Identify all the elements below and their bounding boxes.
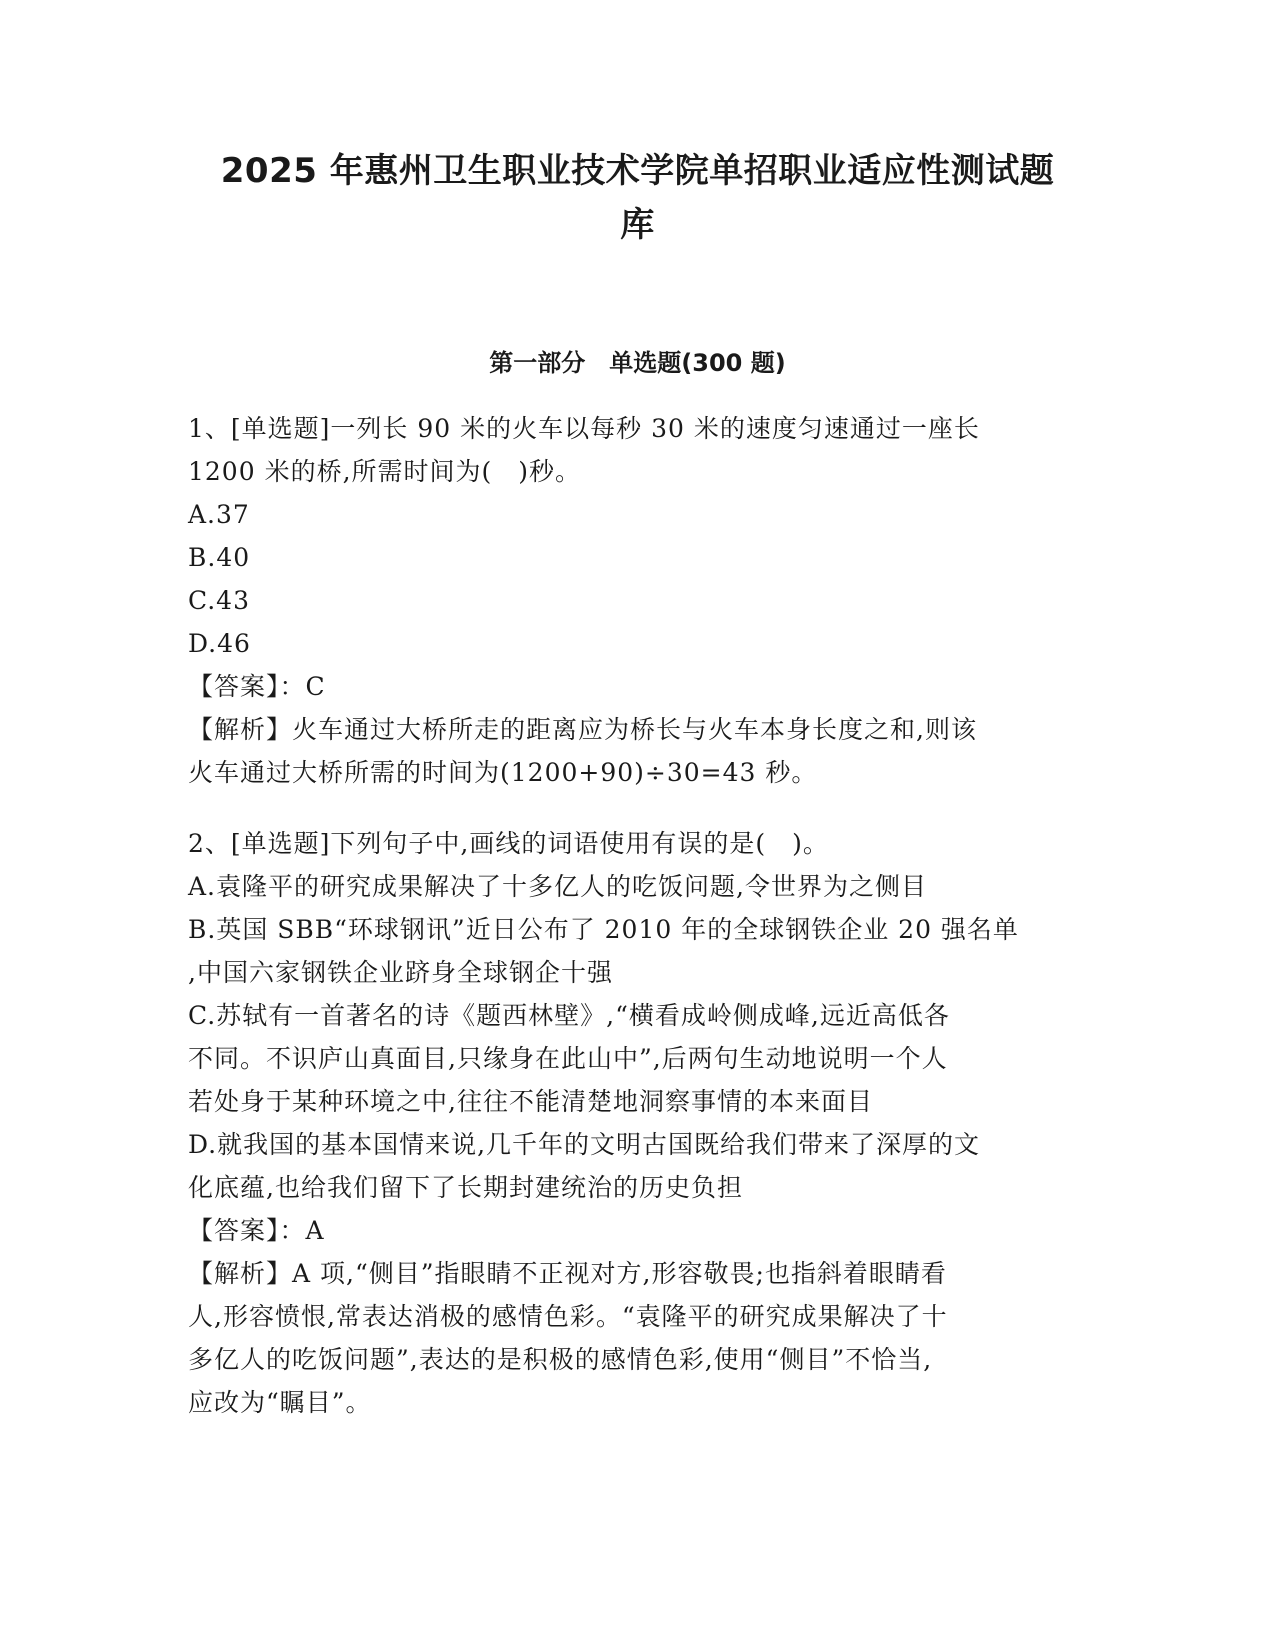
- analysis-text: 人,形容愤恨,常表达消极的感情色彩。“袁隆平的研究成果解决了十: [188, 1302, 948, 1331]
- option-line: 不同。不识庐山真面目,只缘身在此山中”,后两句生动地说明一个人: [188, 1044, 948, 1073]
- analysis-label: 【解析】: [188, 715, 293, 744]
- question-2: [188, 822, 1088, 1424]
- option-line: B.英国 SBB“环球钢讯”近日公布了 2010 年的全球钢铁企业 20 强名单: [188, 915, 1019, 944]
- answer-line: [188, 1209, 1088, 1252]
- option-line: C.苏轼有一首著名的诗《题西林壁》,“横看成岭侧成峰,远近高低各: [188, 1001, 950, 1030]
- answer-value: A: [305, 1216, 325, 1245]
- section-heading: 第一部分 单选题(300 题): [489, 349, 786, 377]
- analysis-label: 【解析】: [188, 1259, 293, 1288]
- option-line: A.袁隆平的研究成果解决了十多亿人的吃饭问题,令世界为之侧目: [188, 872, 927, 901]
- answer-line: [188, 665, 1088, 708]
- option-line: 若处身于某种环境之中,往往不能清楚地洞察事情的本来面目: [188, 1087, 873, 1116]
- question-1: [188, 407, 1088, 794]
- question-stem-line: 1、[单选题]一列长 90 米的火车以每秒 30 米的速度匀速通过一座长: [188, 414, 980, 443]
- option-a: A.37: [188, 500, 250, 529]
- title-line-2: 库: [620, 205, 655, 245]
- analysis-text: 火车通过大桥所走的距离应为桥长与火车本身长度之和,则该: [292, 715, 977, 744]
- answer-value: C: [305, 672, 326, 701]
- question-stem-line: 2、[单选题]下列句子中,画线的词语使用有误的是( )。: [188, 829, 829, 858]
- title-line-1: 2025 年惠州卫生职业技术学院单招职业适应性测试题: [220, 151, 1055, 191]
- option-c: C.43: [188, 586, 250, 615]
- question-stem-line: 1200 米的桥,所需时间为( )秒。: [188, 457, 582, 486]
- answer-label: 【答案】：: [188, 672, 306, 701]
- answer-label: 【答案】：: [188, 1216, 306, 1245]
- option-line: D.就我国的基本国情来说,几千年的文明古国既给我们带来了深厚的文: [188, 1130, 981, 1159]
- option-line: 化底蕴,也给我们留下了长期封建统治的历史负担: [188, 1173, 743, 1202]
- analysis-text: 应改为“瞩目”。: [188, 1388, 372, 1417]
- analysis-text: 火车通过大桥所需的时间为(1200+90)÷30=43 秒。: [188, 758, 818, 787]
- option-b: B.40: [188, 543, 251, 572]
- option-line: ,中国六家钢铁企业跻身全球钢企十强: [188, 958, 613, 987]
- analysis-text: 多亿人的吃饭问题”,表达的是积极的感情色彩,使用“侧目”不恰当,: [188, 1345, 933, 1374]
- analysis-text: A 项,“侧目”指眼睛不正视对方,形容敬畏;也指斜着眼睛看: [292, 1259, 947, 1288]
- analysis-line: [188, 1252, 1088, 1295]
- option-d: D.46: [188, 629, 251, 658]
- analysis-line: [188, 708, 1088, 751]
- document-title: [180, 144, 1095, 252]
